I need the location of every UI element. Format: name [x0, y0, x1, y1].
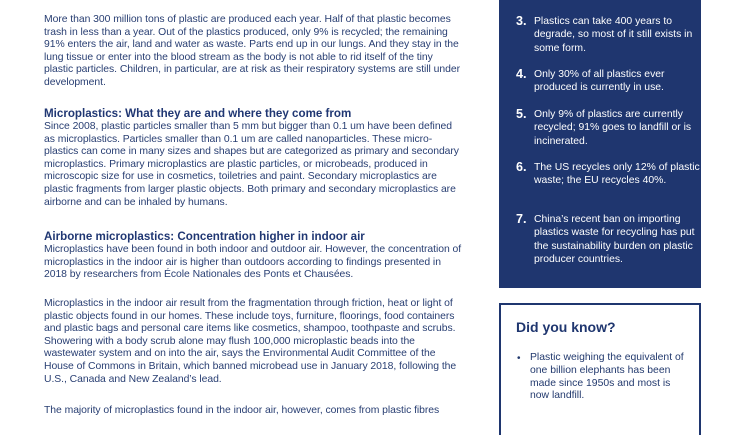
- facts-sidebar: [499, 0, 701, 288]
- fact-number: 5.: [516, 107, 527, 121]
- intro-paragraph: [44, 14, 464, 90]
- did-you-know-title: Did you know?: [516, 319, 616, 335]
- fact-number: 4.: [516, 67, 527, 81]
- fact-number: 3.: [516, 14, 527, 28]
- bullet-icon: •: [517, 353, 521, 364]
- section1-heading: Microplastics: What they are and where they come from: [44, 107, 352, 120]
- section-airborne: [44, 230, 464, 282]
- section2-text-1: Microplastics have been found in both indoor and outdoor air. However, the concentration of microplastics in the indoor air is higher than outdoors according to findings presented in 2018 by researchers from École Nationales des Ponts et Chausées.: [44, 244, 462, 281]
- did-you-know-item: Plastic weighing the equivalent of one billion elephants has been made since 1950s and most is now landfill.: [530, 352, 684, 402]
- cut-off-heading: [44, 0, 344, 2]
- fact-text: The US recycles only 12% of plastic waste; the EU recycles 40%.: [534, 162, 700, 187]
- fact-text: China’s recent ban on importing plastics waste for recycling has put the sustainability burden on plastic producer countries.: [534, 214, 695, 265]
- section2-heading: Airborne microplastics: Concentration higher in indoor air: [44, 230, 365, 243]
- section-microplastics: [44, 107, 464, 209]
- section2-text-2: Microplastics in the indoor air result from the fragmentation through friction, heat or light of plastic objects found in our homes. These include toys, furniture, floorings, food containers and plastic bags and personal care items like cosmetics, shampoo, toothpaste and scrubs. Showering with a body scrub alone may flush 100,000 microplastic beads into the wastewater system and on into the air, says the Environmental Audit Committee of the House of Commons in Britain, which banned microbead use in January 2018, following the U.S., Canada and New Zealand’s lead.: [44, 298, 457, 385]
- fact-text: Only 30% of all plastics ever produced is currently in use.: [534, 69, 665, 94]
- fact-number: 7.: [516, 212, 527, 226]
- paragraph-fibres: [44, 405, 464, 418]
- fact-number: 6.: [516, 160, 527, 174]
- fact-text: Plastics can take 400 years to degrade, so most of it still exists in some form.: [534, 16, 693, 54]
- paragraph-indoor-sources: [44, 298, 464, 386]
- fact-text: Only 9% of plastics are currently recycled; 91% goes to landfill or is incinerated.: [534, 109, 692, 147]
- did-you-know-box: [499, 303, 701, 435]
- intro-text: More than 300 million tons of plastic are produced each year. Half of that plastic becomes trash in less than a year. Out of the plastics produced, only 9% is recycled; the remaining 91% enters the air, land and water as waste. Parts end up in our lungs. And they stay in the lung tissue or enter into the blood stream as the body is not able to rid itself of the tiny plastic particles. Children, in particular, are at risk as their respiratory systems are still under development.: [44, 14, 460, 88]
- section1-text: Since 2008, plastic particles smaller than 5 mm but bigger than 0.1 um have been defined as microplastics. Particles smaller than 0.1 um are called nanoparticles. These micro-plastics can come in many sizes and shapes but are categorized as primary and secondary microplastics. Primary microplastics are plastic particles, or microbeads, produced in microscopic size for use in cosmetics, toiletries and paint. Secondary microplastics are plastic fragments from larger plastic objects. Both primary and secondary microplastics are airborne and can be inhaled by humans.: [44, 121, 459, 208]
- section2-text-3: The majority of microplastics found in the indoor air, however, comes from plastic fibres: [44, 405, 440, 416]
